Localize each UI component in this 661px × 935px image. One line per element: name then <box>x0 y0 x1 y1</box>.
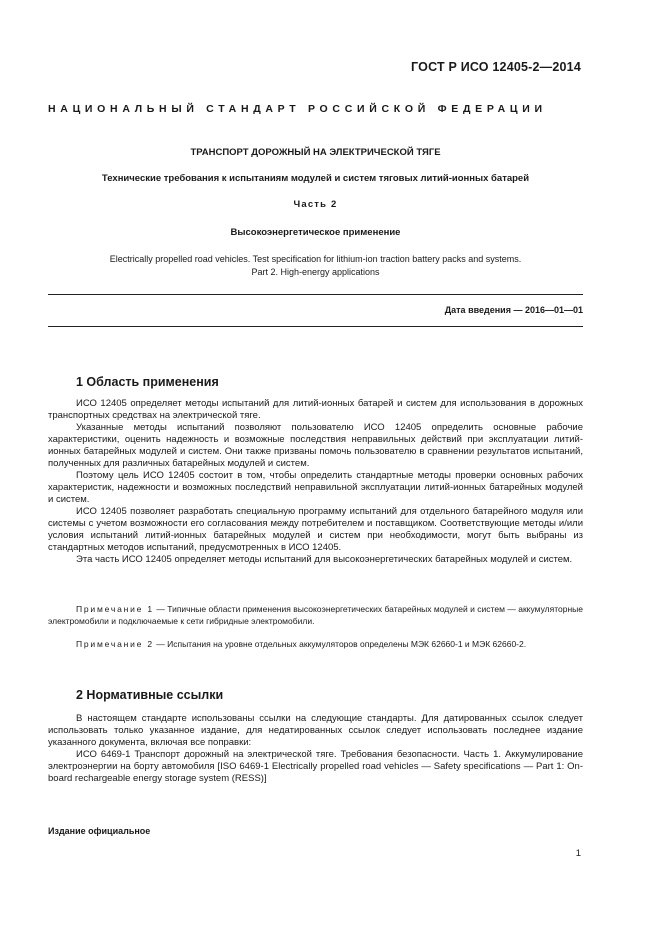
standard-number: ГОСТ Р ИСО 12405-2—2014 <box>411 60 581 74</box>
paragraph: ИСО 12405 определяет методы испытаний для литий-ионных батарей и систем для использования в дорожных транспортных средствах на электрической тяге. <box>48 398 583 421</box>
section-heading: 1 Область применения <box>76 375 219 389</box>
english-title-line2: Part 2. High-energy applications <box>251 267 380 277</box>
divider <box>48 326 583 327</box>
divider <box>48 294 583 295</box>
introduction-date: Дата введения — 2016—01—01 <box>444 305 583 315</box>
note <box>48 604 583 627</box>
note-label: Примечание 1 <box>76 604 154 614</box>
edition-label: Издание официальное <box>48 826 151 836</box>
paragraph: ИСО 12405 позволяет разработать специальную программу испытаний для отдельного батарейного модуля или системы с учетом возможности его согласования между потребителем и поставщиком. Соответствующие методы и/или условия испытаний литий-ионных батарейных модулей и систем при необходимости, могут быть выбраны из стандартных методов испытаний, предусмотренных в ИСО 12405. <box>48 506 583 553</box>
part-title: Высокоэнергетическое применение <box>230 227 401 238</box>
page-number: 1 <box>575 848 581 859</box>
note <box>48 639 583 651</box>
note-label: Примечание 2 <box>76 639 154 649</box>
part-number: Часть 2 <box>293 199 338 210</box>
document-subtitle: Технические требования к испытаниям модулей и систем тяговых литий-ионных батарей <box>101 173 530 184</box>
english-title-line1: Electrically propelled road vehicles. Test specification for lithium-ion traction battery packs and systems. <box>109 254 522 264</box>
paragraph: Указанные методы испытаний позволяют пользователю ИСО 12405 определить основные рабочие характеристики, оценить надежность и возможные последствия неправильных действий при эксплуатации литий-ионных батарейных модулей и систем. Они также призваны помочь пользователю в сравнении результатов испытаний, полученных для различных батарейных модулей и систем. <box>48 422 583 469</box>
note-text: — Типичные области применения высокоэнергетических батарейных модулей и систем — аккумуляторные электромобили и подключаемые к сети гибридные электромобили. <box>48 604 583 626</box>
section-body <box>48 398 583 566</box>
note-text: — Испытания на уровне отдельных аккумуляторов определены МЭК 62660-1 и МЭК 62660-2. <box>153 639 527 649</box>
document-title: ТРАНСПОРТ ДОРОЖНЫЙ НА ЭЛЕКТРИЧЕСКОЙ ТЯГЕ <box>190 147 441 158</box>
paragraph: ИСО 6469-1 Транспорт дорожный на электрической тяге. Требования безопасности. Часть 1. Аккумулирование электроэнергии на борту автомобиля [ISO 6469-1 Electrically propelled road vehicles — Safety specifications — Part 1: On-board rechargeable energy storage system (RESS)] <box>48 749 583 784</box>
paragraph: Эта часть ИСО 12405 определяет методы испытаний для высокоэнергетических батарейных модулей и систем. <box>76 554 573 565</box>
paragraph: В настоящем стандарте использованы ссылки на следующие стандарты. Для датированных ссылок следует использовать только указанное издание, для недатированных ссылок следует использовать последнее издание указанного документа, включая все поправки: <box>48 713 583 748</box>
national-standard-banner: НАЦИОНАЛЬНЫЙ СТАНДАРТ РОССИЙСКОЙ ФЕДЕРАЦИИ <box>48 103 547 115</box>
section-heading: 2 Нормативные ссылки <box>76 688 224 702</box>
english-title <box>48 253 583 279</box>
section-body <box>48 713 583 785</box>
paragraph: Поэтому цель ИСО 12405 состоит в том, чтобы определить стандартные методы проверки основных рабочих характеристик, надежности и возможных последствий неправильной эксплуатации литий-ионных батарейных модулей и систем. <box>48 470 583 505</box>
